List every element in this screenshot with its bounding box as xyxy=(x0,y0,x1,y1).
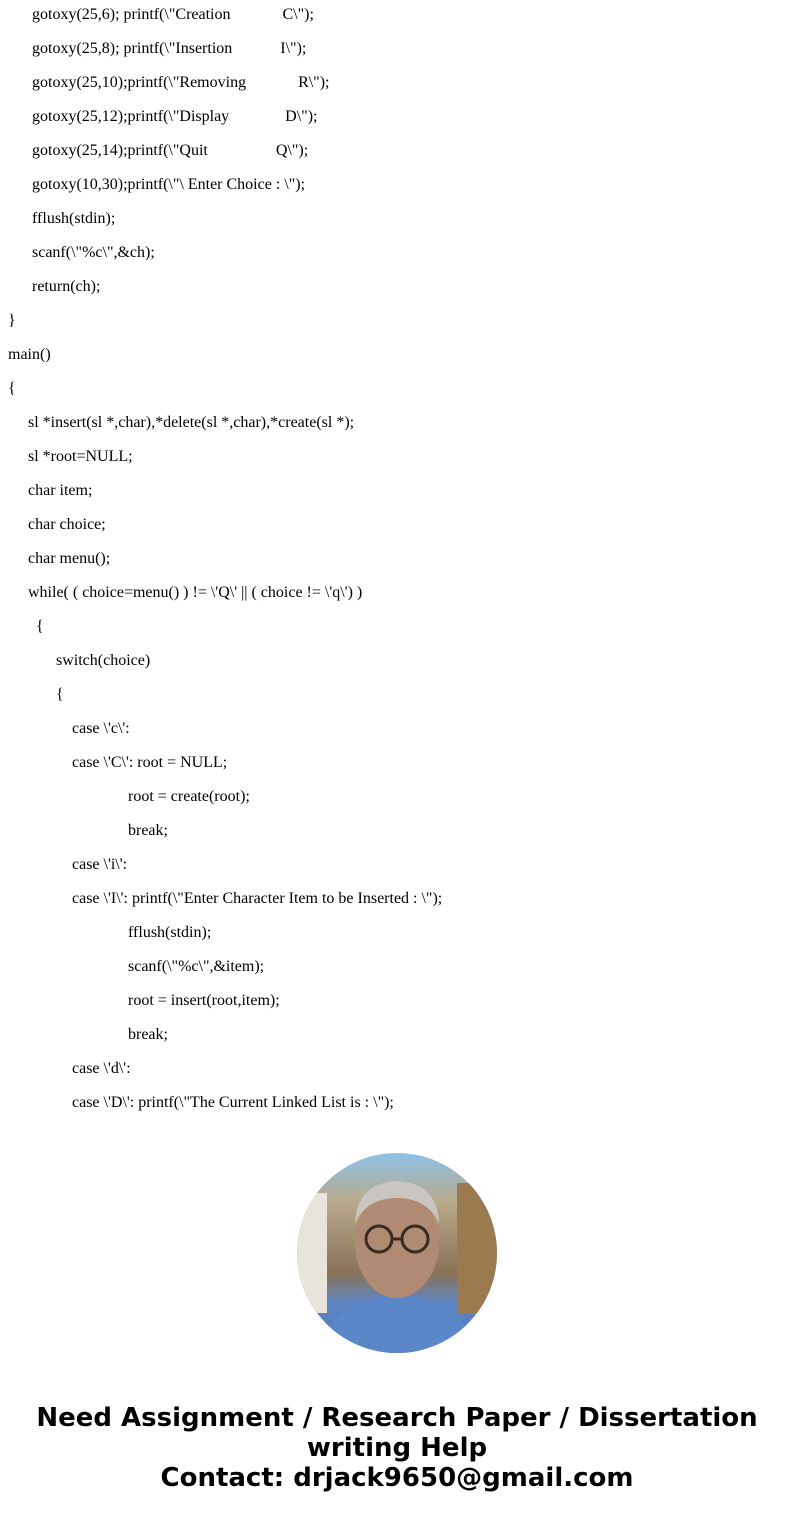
code-line: gotoxy(25,12);printf(\"Display D\"); xyxy=(32,108,318,125)
code-line: { xyxy=(56,686,64,703)
code-line: scanf(\"%c\",&ch); xyxy=(32,244,155,261)
code-line: gotoxy(25,6); printf(\"Creation C\"); xyxy=(32,6,314,23)
contact-banner xyxy=(0,1403,794,1493)
code-line: case \'c\': xyxy=(72,720,130,737)
code-line: gotoxy(25,14);printf(\"Quit Q\"); xyxy=(32,142,309,159)
code-line: break; xyxy=(128,1026,168,1043)
code-line: { xyxy=(8,380,16,397)
footer-line-2: writing Help xyxy=(306,1433,488,1463)
code-line: root = insert(root,item); xyxy=(128,992,280,1009)
code-line: switch(choice) xyxy=(56,652,151,669)
code-line: root = create(root); xyxy=(128,788,250,805)
code-line: main() xyxy=(8,346,51,363)
code-line: } xyxy=(8,312,16,329)
code-line: case \'d\': xyxy=(72,1060,131,1077)
code-line: break; xyxy=(128,822,168,839)
code-line: sl *insert(sl *,char),*delete(sl *,char),*create(sl *); xyxy=(28,414,355,431)
code-line: case \'D\': printf(\"The Current Linked List is : \"); xyxy=(72,1094,394,1111)
footer-line-1: Need Assignment / Research Paper / Dissertation xyxy=(36,1403,758,1433)
code-line: { xyxy=(36,618,44,635)
code-line: char item; xyxy=(28,482,93,499)
code-line: while( ( choice=menu() ) != \'Q\' || ( choice != \'q\') ) xyxy=(28,584,363,601)
code-line: gotoxy(25,8); printf(\"Insertion I\"); xyxy=(32,40,307,57)
code-line: gotoxy(25,10);printf(\"Removing R\"); xyxy=(32,74,330,91)
code-line: char menu(); xyxy=(28,550,111,567)
author-photo xyxy=(297,1153,497,1353)
code-line: return(ch); xyxy=(32,278,101,295)
code-line: scanf(\"%c\",&item); xyxy=(128,958,265,975)
code-line: fflush(stdin); xyxy=(128,924,212,941)
code-line: case \'I\': printf(\"Enter Character Item to be Inserted : \"); xyxy=(72,890,443,907)
code-line: sl *root=NULL; xyxy=(28,448,133,465)
code-line: case \'C\': root = NULL; xyxy=(72,754,228,771)
code-line: fflush(stdin); xyxy=(32,210,116,227)
code-line: char choice; xyxy=(28,516,106,533)
code-line: gotoxy(10,30);printf(\"\ Enter Choice : \"); xyxy=(32,176,306,193)
person-portrait-icon xyxy=(297,1153,497,1353)
footer-line-3: Contact: drjack9650@gmail.com xyxy=(160,1463,634,1493)
code-line: case \'i\': xyxy=(72,856,128,873)
